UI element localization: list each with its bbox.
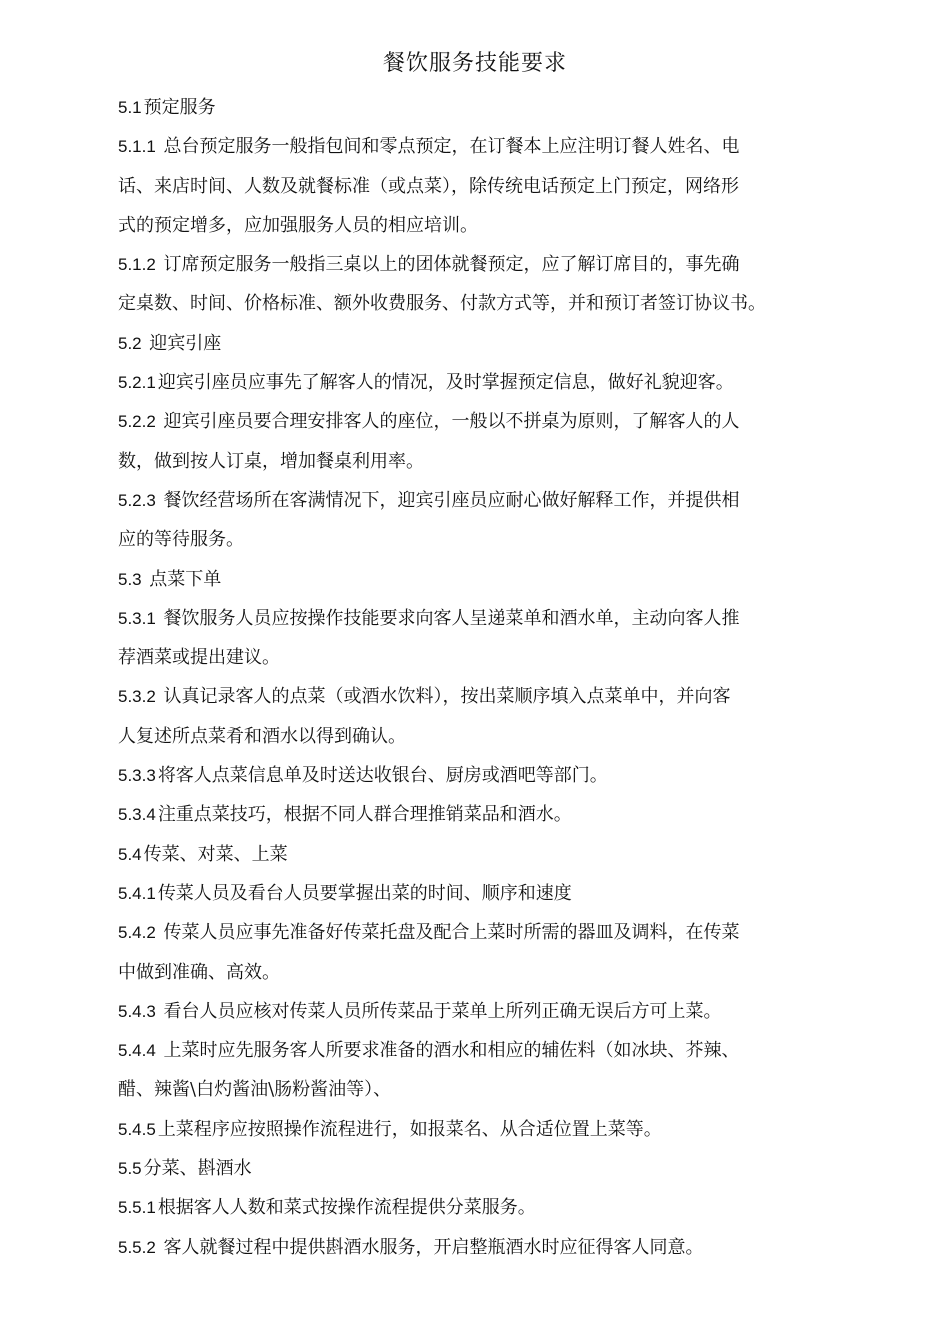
document-body <box>118 88 838 1267</box>
section-number: 5.4 <box>118 844 142 864</box>
section-paragraph <box>118 677 838 716</box>
section-number: 5.3.3 <box>118 766 156 786</box>
section-number: 5.5 <box>118 1159 142 1179</box>
section-paragraph <box>118 324 838 363</box>
paragraph-text: 预定服务 <box>143 97 216 118</box>
section-number: 5.4.2 <box>118 923 156 943</box>
paragraph-text: 上菜程序应按照操作流程进行，如报菜名、从合适位置上菜等。 <box>157 1118 662 1140</box>
section-paragraph <box>118 481 838 520</box>
paragraph-continuation-line <box>118 442 838 481</box>
paragraph-text: 餐饮服务人员应按操作技能要求向客人呈递菜单和酒水单，主动向客人推 <box>163 607 740 629</box>
section-number: 5.3.2 <box>118 687 156 707</box>
section-number: 5.2.3 <box>118 490 156 510</box>
section-paragraph <box>118 1110 838 1149</box>
section-number: 5.3.1 <box>118 608 156 628</box>
paragraph-text: 订席预定服务一般指三桌以上的团体就餐预定，应了解订席目的，事先确 <box>163 254 740 276</box>
paragraph-continuation-line <box>118 167 838 206</box>
section-number: 5.1.2 <box>118 255 156 275</box>
section-number: 5.3 <box>118 569 142 589</box>
section-number: 5.3.4 <box>118 805 156 825</box>
section-number: 5.4.5 <box>118 1119 156 1139</box>
paragraph-continuation-line <box>118 717 838 756</box>
section-paragraph <box>118 1188 838 1227</box>
paragraph-text: 注重点菜技巧，根据不同人群合理推销菜品和酒水。 <box>157 804 572 826</box>
paragraph-text: 根据客人人数和菜式按操作流程提供分菜服务。 <box>157 1197 536 1219</box>
section-number: 5.4.3 <box>118 1001 156 1021</box>
section-number: 5.1 <box>118 98 142 117</box>
section-paragraph <box>118 992 838 1031</box>
section-number: 5.1.1 <box>118 137 156 157</box>
section-paragraph <box>118 795 838 834</box>
paragraph-text: 传菜人员应事先准备好传菜托盘及配合上菜时所需的器皿及调料，在传菜 <box>163 922 740 944</box>
paragraph-text: 数，做到按人订桌，增加餐桌利用率。 <box>118 450 424 472</box>
paragraph-text: 餐饮经营场所在客满情况下，迎宾引座员应耐心做好解释工作，并提供相 <box>163 489 740 511</box>
paragraph-text: 荐酒菜或提出建议。 <box>118 647 280 669</box>
section-paragraph <box>118 245 838 284</box>
section-number: 5.5.1 <box>118 1198 156 1218</box>
paragraph-continuation-line <box>118 206 838 245</box>
section-paragraph <box>118 874 838 913</box>
section-number: 5.5.2 <box>118 1237 156 1257</box>
section-number: 5.2 <box>118 333 142 353</box>
paragraph-continuation-line <box>118 1070 838 1109</box>
paragraph-text: 传菜人员及看台人员要掌握出菜的时间、顺序和速度 <box>157 882 572 904</box>
paragraph-text: 人复述所点菜肴和酒水以得到确认。 <box>118 725 406 747</box>
section-paragraph <box>118 1031 838 1070</box>
paragraph-text: 认真记录客人的点菜（或酒水饮料），按出菜顺序填入点菜单中，并向客 <box>163 686 731 708</box>
paragraph-text: 式的预定增多，应加强服务人员的相应培训。 <box>118 214 478 236</box>
paragraph-text: 醋、辣酱\白灼酱油\肠粉酱油等）、 <box>118 1079 392 1101</box>
section-paragraph <box>118 1228 838 1267</box>
paragraph-text: 客人就餐过程中提供斟酒水服务，开启整瓶酒水时应征得客人同意。 <box>163 1236 704 1258</box>
section-paragraph <box>118 835 838 874</box>
paragraph-text: 总台预定服务一般指包间和零点预定，在订餐本上应注明订餐人姓名、电 <box>163 136 740 158</box>
paragraph-text: 定桌数、时间、价格标准、额外收费服务、付款方式等，并和预订者签订协议书。 <box>118 293 766 315</box>
paragraph-text: 迎宾引座 <box>149 332 222 354</box>
section-paragraph <box>118 127 838 166</box>
section-number: 5.4.4 <box>118 1041 156 1061</box>
paragraph-text: 点菜下单 <box>149 568 222 590</box>
paragraph-text: 看台人员应核对传菜人员所传菜品于菜单上所列正确无误后方可上菜。 <box>163 1000 722 1022</box>
paragraph-continuation-line <box>118 520 838 559</box>
section-number: 5.2.1 <box>118 373 156 393</box>
section-number: 5.2.2 <box>118 412 156 432</box>
paragraph-text: 中做到准确、高效。 <box>118 961 280 983</box>
paragraph-continuation-line <box>118 638 838 677</box>
paragraph-text: 上菜时应先服务客人所要求准备的酒水和相应的辅佐料（如冰块、芥辣、 <box>163 1040 740 1062</box>
paragraph-text: 将客人点菜信息单及时送达收银台、厨房或酒吧等部门。 <box>157 765 608 787</box>
section-paragraph <box>118 560 838 599</box>
section-paragraph <box>118 756 838 795</box>
paragraph-text: 传菜、对菜、上菜 <box>143 843 288 865</box>
section-paragraph <box>118 599 838 638</box>
paragraph-text: 迎宾引座员应事先了解客人的情况，及时掌握预定信息，做好礼貌迎客。 <box>157 372 734 394</box>
paragraph-text: 应的等待服务。 <box>118 529 244 551</box>
section-paragraph <box>118 1149 838 1188</box>
paragraph-text: 迎宾引座员要合理安排客人的座位，一般以不拼桌为原则，了解客人的人 <box>163 411 740 433</box>
paragraph-text: 话、来店时间、人数及就餐标准（或点菜），除传统电话预定上门预定，网络形 <box>118 175 739 197</box>
section-paragraph <box>118 402 838 441</box>
section-paragraph <box>118 913 838 952</box>
paragraph-continuation-line <box>118 953 838 992</box>
document-title: 餐饮服务技能要求 <box>382 51 567 76</box>
section-number: 5.4.1 <box>118 883 156 903</box>
paragraph-continuation-line <box>118 284 838 323</box>
section-paragraph <box>118 88 838 127</box>
paragraph-text: 分菜、斟酒水 <box>143 1158 252 1180</box>
section-paragraph <box>118 363 838 402</box>
